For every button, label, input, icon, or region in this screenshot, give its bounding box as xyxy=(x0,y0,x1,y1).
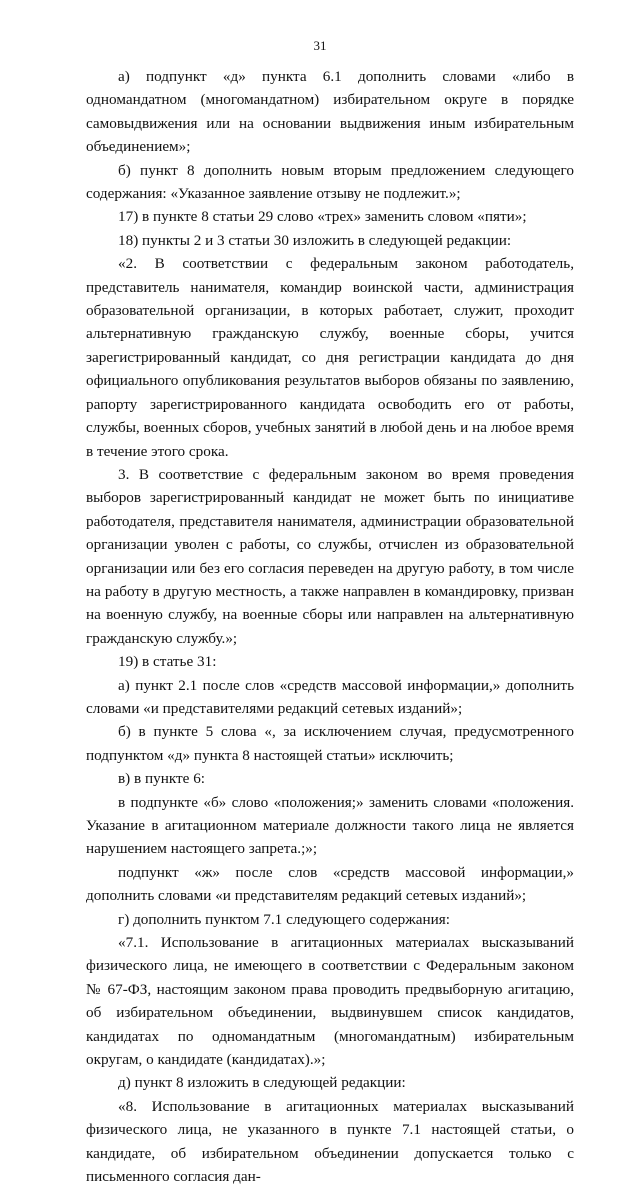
paragraph: 19) в статье 31: xyxy=(118,653,217,671)
paragraph: «2. В соответствии с федеральным законом работодатель, представитель нанимателя, командир воинской части, администрация образовательной организации, в которых работает, служит, проходит альтернативную гражданскую службу, военные сборы, учится зарегистрированный кандидат, со дня регистрации кандидата до дня официального опубликования результатов выборов обязаны по заявлению, рапорту зарегистрированного кандидата освободить его от работы, службы, военных сборов, учебных занятий в любой день и на любое время в течение этого срока. xyxy=(86,255,574,460)
paragraph: 18) пункты 2 и 3 статьи 30 изложить в следующей редакции: xyxy=(118,231,512,249)
paragraph: подпункт «ж» после слов «средств массовой информации,» дополнить словами «и представителям редакций сетевых изданий»; xyxy=(86,863,574,905)
paragraph: д) пункт 8 изложить в следующей редакции: xyxy=(118,1074,406,1092)
page-number: 31 xyxy=(313,38,327,53)
paragraph: в) в пункте 6: xyxy=(118,770,206,788)
paragraph: «8. Использование в агитационных материалах высказываний физического лица, не указанного в пункте 7.1 настоящей статьи, о кандидате, об избирательном объединении допускается только с письменного согласия дан- xyxy=(86,1097,574,1186)
paragraph: в подпункте «б» слово «положения;» заменить словами «положения. Указание в агитационном материале должности такого лица не является нарушением настоящего запрета.;»; xyxy=(86,793,574,858)
paragraph: а) подпункт «д» пункта 6.1 дополнить словами «либо в одномандатном (многомандатном) избирательном округе в порядке самовыдвижения или на основании выдвижения иным избирательным объединением»; xyxy=(86,68,574,156)
paragraph: 3. В соответствие с федеральным законом во время проведения выборов зарегистрированный кандидат не может быть по инициативе работодателя, представителя нанимателя, администрации образовательной организации уволен с работы, со службы, отчислен из образовательной организации или без его согласия переведен на другую работу, в том числе на работу в другую местность, а также направлен в командировку, призван на военную службу, на военные сборы или направлен на альтернативную гражданскую службу.»; xyxy=(86,465,574,647)
paragraph: б) в пункте 5 слова «, за исключением случая, предусмотренного подпунктом «д» пункта 8 настоящей статьи» исключить; xyxy=(86,723,574,764)
paragraph: а) пункт 2.1 после слов «средств массовой информации,» дополнить словами «и представителями редакций сетевых изданий»; xyxy=(86,676,574,717)
document-body xyxy=(86,65,574,1189)
paragraph: б) пункт 8 дополнить новым вторым предложением следующего содержания: «Указанное заявление отзыву не подлежит.»; xyxy=(86,161,574,203)
paragraph: 17) в пункте 8 статьи 29 слово «трех» заменить словом «пяти»; xyxy=(118,208,527,226)
paragraph: «7.1. Использование в агитационных материалах высказываний физического лица, не имеющего в соответствии с Федеральным законом № 67-ФЗ, настоящим законом права проводить предвыборную агитацию, об избирательном объединении, выдвинувшем список кандидатов, кандидатах по одномандатным (многомандатным) избирательным округам, о кандидате (кандидатах).»; xyxy=(86,934,574,1069)
paragraph: г) дополнить пунктом 7.1 следующего содержания: xyxy=(118,910,450,928)
